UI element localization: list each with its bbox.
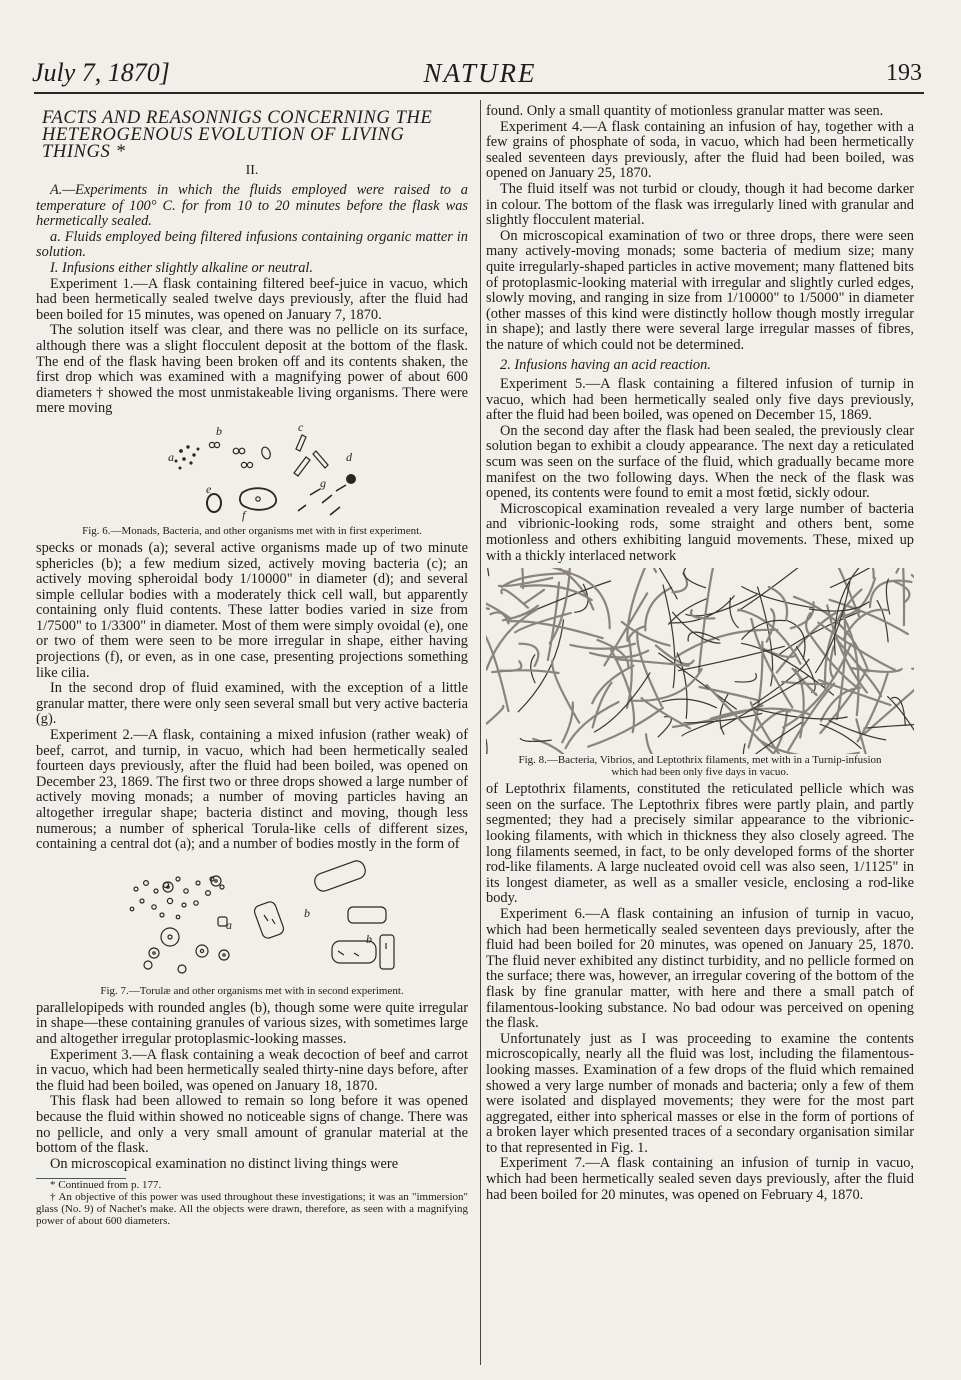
filament [912,575,914,604]
filament [662,699,716,708]
filament [518,620,563,712]
experiment-7-paragraph: Experiment 7.—A flask containing an infusion of turnip in vacuo, which had been hermetically sealed seven days previously, after the fluid had been boiled for 20 minutes, was opened on February 4, 1870. [486,1155,914,1203]
header-rule [34,92,924,94]
filament [663,585,675,688]
experiment-5-paragraph: Experiment 5.—A flask containing a filtered infusion of turnip in vacuo, which had been hermetically sealed only five days previously, after the fluid had been boiled, was opened on December 15, 1869. [486,376,914,424]
filament [642,698,690,728]
subsection-heading-2: 2. Infusions having an acid reaction. [500,356,711,373]
filament [864,724,914,729]
filament [646,735,693,755]
filament [729,723,802,754]
right-column [486,104,914,1203]
paragraph: In the second drop of fluid examined, with the exception of a little granular matter, there were only seen several small but very active bacteria (g). [36,680,468,728]
filament [486,740,487,755]
filament [552,661,579,723]
experiment-4-paragraph: Experiment 4.—A flask containing an infusion of hay, together with a few grains of phosphate of soda, in vacuo, which had been hermetically sealed seventeen days previously, after the fluid had been boiled, was opened on January 25, 1870. [486,118,914,182]
paragraph: On microscopical examination of two or three drops, there were seen many actively-moving monads; some bacteria of medium size; many quite irregularly-shaped particles in active movement; many flattened bits of protoplasmic-looking material with irregular and slightly curled edges, slowly moving, and ranging in size from 1/10000" to 1/5000" in diameter (other masses of this kind were distinctly hollow though mostly irregular in shape); and lastly there were several large irregular masses of fibres, the nature of which could not be determined. [486,227,914,353]
filament [830,568,887,588]
filament [492,671,558,674]
paragraph: specks or monads (a); several active organisms made up of two minute sphericles (b); a few medium sized, actively moving bacteria (c); an actively moving spheroidal body 1/10000" in diameter (d); and several simple cellular bodies with a moderately thick cell wall, but apparently containing only fluid contents. These latter bodies varied in size from 1/7500" to 1/3300" in diameter. Most of them were simply ovoidal (e), one or two of them were seen to be more irregular in shape, either having projections (f), or even, as in one case, presenting projections something like cilia. [36,539,468,681]
figure-8-caption: Fig. 8.—Bacteria, Vibrios, and Leptothrix filaments, met with in a Turnip-infusion which had been only five days in vacuo. [518,754,882,779]
paragraph: This flask had been allowed to remain so long before it was opened because the fluid within showed no noticeable signs of change. There was no pellicle, and only a very small amount of granular material at the bottom of the flask. [36,1093,468,1157]
filament [486,595,511,620]
filament [699,568,713,672]
figure-6-caption: Fig. 6.—Monads, Bacteria, and other organisms met with in first experiment. [82,524,422,537]
figure-7 [36,857,468,997]
filament [487,568,569,572]
filament [633,669,702,701]
filament [645,588,671,631]
filament [820,725,861,749]
journal-title: NATURE [423,58,537,88]
part-number: II. [245,163,259,178]
filament [886,579,889,614]
fig6-label: d [346,449,352,464]
running-header [30,52,930,92]
filament [570,644,635,649]
footnote: * Continued from p. 177. [50,1179,162,1192]
left-column [36,104,468,1227]
filament [658,717,671,737]
filament [769,587,787,619]
paragraph: The fluid itself was not turbid or cloudy, though it had become darker in colour. The bottom of the flask was irregularly lined with granular and slightly flocculent material. [486,180,914,229]
filament [892,698,906,726]
experiment-6-paragraph: Experiment 6.—A flask containing an infusion of turnip in vacuo, which had been hermetically sealed seventeen days previously, after the fluid had been boiled for 20 minutes, was opened on January 25, 1870. The fluid never exhibited any distinct turbidity, and no pellicle formed on the surface; there was, however, an irregular covering of the bottom of the flask by fine granular matter, with here and there a small patch of filamentous-looking substance. No bad odour was perceived on opening the flask. [486,905,914,1032]
fig6-label: a [168,449,174,464]
filament [742,644,834,696]
filament [894,582,909,603]
paragraph: found. Only a small quantity of motionless granular matter was seen. [486,103,884,119]
filament [730,598,738,628]
paragraph: parallelopipeds with rounded angles (b), though some were quite irregular in shape—these containing granules of various sizes, with sometimes large and altogether irregular protoplasmic-looking masses. [36,999,468,1047]
fig6-label: c [298,420,304,434]
fig6-label: b [216,423,222,438]
fig7-label: b [366,931,372,946]
footnote: † An objective of this power was used throughout these investigations; it was an "immersion" glass (No. 9) of Nachet's make. All the objects were drawn, therefore, as seen with a magnifying power of about 600 diameters. [36,1191,468,1228]
filament [865,667,914,734]
filament [738,568,814,611]
filament [531,655,535,683]
fig6-label: e [206,481,212,496]
filament [524,590,544,604]
paragraph: The solution itself was clear, and there was no pellicle on its surface, although there was a slight flocculent deposit at the bottom of the flask. The end of the flask having been broken off and its contents shaken, the first drop which was examined with a magnifying power of about 600 diameters † showed the most unmistakeable living organisms. There were mere moving [36,322,468,417]
article-title: FACTS AND REASONNIGS CONCERNING THE HETEROGENOUS EVOLUTION OF LIVING THINGS * [42,108,433,162]
page-number: 193 [886,60,922,86]
filament [853,568,874,578]
paragraph: Unfortunately just as I was proceeding to examine the contents microscopically, nearly all the fluid was lost, including the filamentous-looking masses. Examination of a few drops of the fluid which remained showed a very large number of monads and bacteria; only a few of them were isolated and displayed movements; they were for the most part aggregated, either into spherical masses or else in the form of portions of a broken layer which presented traces of a secondary organisation similar to that represented in Fig. 1. [486,1030,914,1156]
filament [735,674,756,683]
fig7-illustration [36,857,468,985]
figure-7-caption: Fig. 7.—Torulæ and other organisms met with in second experiment. [100,984,404,997]
experiment-1-paragraph: Experiment 1.—A flask containing filtered beef-juice in vacuo, which had been hermetically sealed twelve days previously, after the fluid had been boiled for 15 minutes, was opened on January 7, 1870. [36,275,468,323]
fig8-illustration [486,568,914,754]
filament [486,568,489,576]
filament [621,568,656,572]
paragraph: of Leptothrix filaments, constituted the reticulated pellicle which was seen on the surface. The Leptothrix fibres were partly plain, and partly segmented; they had a precisely similar appearance to the vibrionic-looking filaments, with which in thickness they also closely agreed. The long filaments seemed, in fact, to be only developed forms of the shorter rod-like filaments. A large nucleated ovoid cell was also seen, 1/1125" in its longest diameter, as well as a smaller vesicle, enclosing a rod-like body. [486,781,914,907]
filament [669,599,707,624]
column-divider [480,100,481,1365]
fig6-label: g [320,475,326,490]
subsection-heading-a: a. Fluids employed being filtered infusions containing organic matter in solution. [36,228,468,261]
filament [572,574,609,628]
filament [487,706,504,724]
issue-date: July 7, 1870] [32,58,170,87]
filament [774,712,787,753]
paragraph: On microscopical examination no distinct living things were [50,1155,399,1172]
filament [900,568,904,625]
fig6-illustration [36,421,468,525]
section-heading-a: A.—Experiments in which the fluids employed were raised to a temperature of 100° C. for from 10 to 20 minutes before the flask was hermetically sealed. [36,182,468,230]
fig6-label: f [242,507,246,522]
filament [501,590,527,608]
subsection-heading-1: I. Infusions either slightly alkaline or neutral. [50,259,314,276]
fig7-label: a [226,917,232,932]
experiment-2-paragraph: Experiment 2.—A flask, containing a mixed infusion (rather weak) of beef, carrot, and turnip, in vacuo, which had been hermetically sealed fourteen days previously, after the fluid had been boiled, was opened on December 23, 1869. The first two or three drops showed a large number of actively moving monads; a number of moving particles having an altogether irregular shape; bacteria distinct and moving, though less numerous; a number of spherical Torula-like cells of different sizes, containing a central dot (a); and a number of bodies mostly in the form of [36,727,468,853]
fig7-label: b [304,905,310,920]
figure-6 [36,421,468,537]
figure-8 [486,568,914,778]
paragraph: Microscopical examination revealed a very large number of bacteria and vibrionic-looking rods, some straight and others bent, some motionless and others exhibiting languid movements. These, mixed up with a thickly interlaced network [486,500,914,564]
experiment-3-paragraph: Experiment 3.—A flask containing a weak decoction of beef and carrot in vacuo, which had been hermetically sealed thirty-nine days before, after the fluid had been boiled, was opened on January 18, 1870. [36,1046,468,1094]
paragraph: On the second day after the flask had been sealed, the previously clear solution began to exhibit a cloudy appearance. The next day a reticulated scum was seen on the surface of the fluid, which gradually became more manifest on the two following days. When the neck of the flask was opened, its contents were found to emit a most fœtid, sickly odour. [486,422,914,502]
